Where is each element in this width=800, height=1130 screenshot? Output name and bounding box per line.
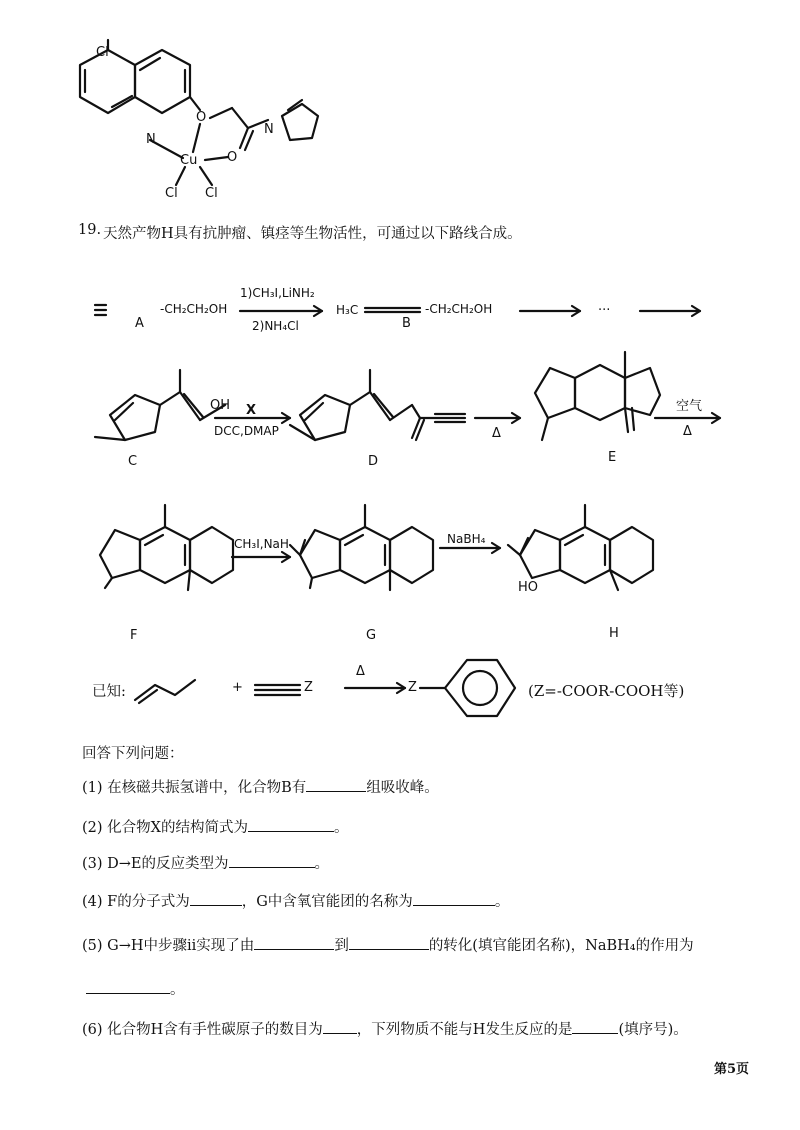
known-delta: Δ	[356, 664, 365, 679]
q19-text: 天然产物H具有抗肿瘤、镇痉等生物活性，可通过以下路线合成。	[103, 226, 522, 242]
answer-blank-1[interactable]	[306, 777, 366, 792]
question-6: (6) 化合物H含有手性碳原子的数目为 ，下列物质不能与H发生反应的是 (填序号)。	[82, 1018, 688, 1039]
arrow-d-to-e	[475, 413, 520, 423]
reagent-1: 1)CH₃I,LiNH₂	[240, 286, 315, 300]
delta-e-f: Δ	[683, 424, 692, 439]
answer-blank-5c[interactable]	[86, 979, 170, 994]
known-z1: Z	[304, 680, 313, 695]
known-prefix: 已知:	[92, 684, 126, 700]
a-substituent: -CH₂CH₂OH	[160, 302, 228, 316]
answer-blank-3[interactable]	[229, 853, 315, 868]
answer-blank-5b[interactable]	[349, 935, 429, 950]
label-a: A	[135, 316, 144, 331]
arrow-e-to-f	[655, 413, 720, 423]
answer-blank-5a[interactable]	[254, 935, 334, 950]
questions-intro: 回答下列问题：	[82, 746, 184, 762]
compound-f-structure	[100, 505, 233, 590]
b-substituent: -CH₂CH₂OH	[425, 302, 493, 316]
q19-number: 19.	[78, 222, 102, 238]
arrow-f-to-g	[232, 552, 290, 562]
reagent-dcc: DCC,DMAP	[214, 424, 279, 438]
answer-blank-6a[interactable]	[323, 1019, 357, 1034]
complex-cu: Cu	[180, 153, 198, 168]
question-5: (5) G→H中步骤ii实现了由 到 的转化(填官能团名称)，NaBH₄的作用为	[82, 934, 694, 955]
compound-c-structure	[95, 370, 225, 440]
reagent-nabh4: NaBH₄	[447, 532, 486, 546]
complex-n-amide: N	[264, 122, 274, 137]
label-c: C	[128, 454, 138, 469]
complex-cl-right: Cl	[205, 186, 218, 201]
known-z2: Z	[408, 680, 417, 695]
reagent-air: 空气	[676, 399, 703, 414]
compound-e-structure	[535, 352, 660, 440]
question-5-continued: 。	[86, 978, 185, 999]
answer-blank-2[interactable]	[248, 817, 334, 832]
label-e: E	[608, 450, 617, 465]
question-2: (2) 化合物X的结构简式为 。	[82, 816, 348, 837]
c-oh: OH	[210, 398, 231, 413]
reagent-x: X	[246, 403, 257, 418]
answer-blank-4a[interactable]	[190, 891, 242, 906]
page-number: 第5页	[714, 1062, 750, 1077]
question-1: (1) 在核磁共振氢谱中，化合物B有 组吸收峰。	[82, 776, 439, 797]
known-reaction-structures	[135, 660, 515, 716]
question-3: (3) D→E的反应类型为 。	[82, 852, 329, 873]
label-b: B	[402, 316, 411, 331]
question-4: (4) F的分子式为 ，G中含氧官能团的名称为 。	[82, 890, 509, 911]
reagent-2: 2)NH₄Cl	[252, 319, 299, 333]
complex-o-carbonyl: O	[227, 150, 238, 165]
h-hydroxyl: HO	[518, 580, 539, 595]
compound-g-structure	[290, 505, 433, 590]
delta-d-e: Δ	[492, 426, 501, 441]
label-g: G	[366, 628, 377, 643]
compound-d-structure	[290, 370, 465, 440]
known-note: (Z=-COOR-COOH等)	[528, 682, 685, 700]
complex-cl-left: Cl	[165, 186, 178, 201]
complex-cl-top: Cl	[96, 45, 109, 60]
answer-blank-6b[interactable]	[572, 1019, 618, 1034]
ellipsis: ···	[598, 303, 611, 318]
label-d: D	[368, 454, 379, 469]
compound-h-structure	[508, 505, 653, 590]
known-plus: +	[232, 680, 243, 695]
complex-n: N	[146, 132, 156, 147]
label-h: H	[609, 626, 619, 641]
h3c-label: H₃C	[336, 303, 359, 317]
complex-o-ether: O	[196, 110, 207, 125]
reagent-ch3i-nah: CH₃I,NaH	[234, 537, 289, 551]
answer-blank-4b[interactable]	[413, 891, 495, 906]
label-f: F	[130, 628, 138, 643]
